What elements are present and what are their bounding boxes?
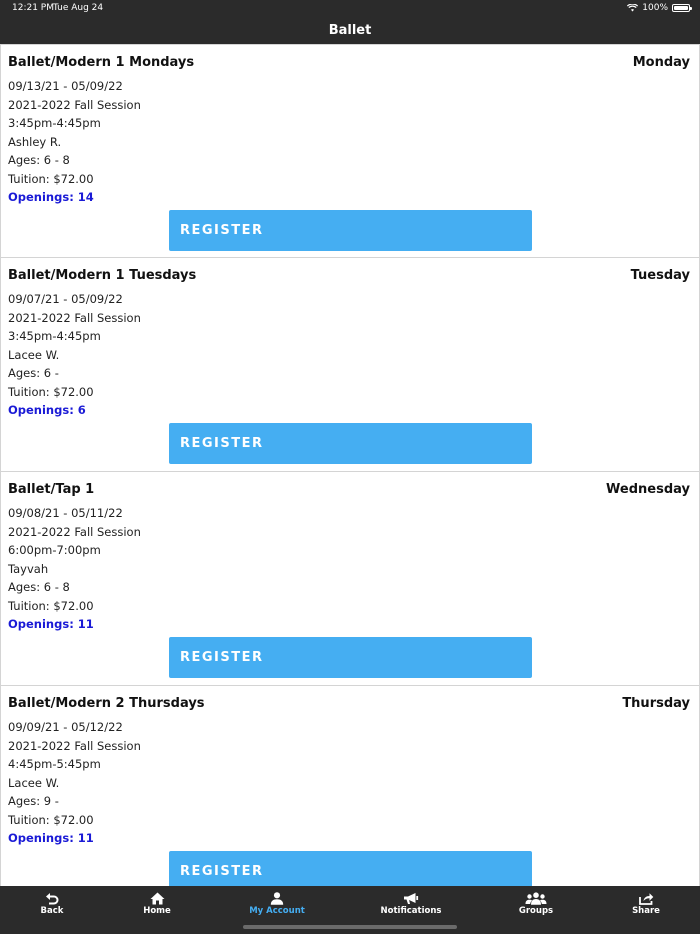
home-icon [150,892,165,905]
class-list[interactable] [0,44,700,886]
class-ages: Ages: 6 - 8 [8,153,70,167]
class-details [8,504,141,634]
class-session: 2021-2022 Fall Session [8,738,141,753]
class-details [8,718,141,848]
battery-icon [672,4,690,12]
class-tuition: Tuition: $72.00 [8,384,94,399]
class-tuition: Tuition: $72.00 [8,812,94,827]
user-icon [270,892,284,905]
class-session: 2021-2022 Fall Session [8,97,141,112]
class-card [0,258,700,472]
status-time: 12:21 PM [12,3,54,13]
class-day: Thursday [622,696,690,711]
megaphone-icon [403,892,419,905]
tab-label: Groups [518,906,554,916]
class-time: 3:45pm-4:45pm [8,116,101,130]
share-icon [639,892,654,905]
class-card [0,472,700,686]
home-indicator [243,925,457,929]
tab-label: Home [143,906,171,916]
class-title: Ballet/Tap 1 [8,482,95,497]
class-day: Wednesday [606,482,690,497]
status-date: Tue Aug 24 [53,3,104,13]
class-instructor: Lacee W. [8,775,60,790]
class-time: 3:45pm-4:45pm [8,329,101,343]
class-ages: Ages: 6 - 8 [8,580,70,594]
tab-label: My Account [249,906,305,916]
tab-bar [0,886,700,934]
class-tuition: Tuition: $72.00 [8,598,94,613]
back-arrow-icon [45,892,59,905]
class-day: Tuesday [630,268,690,283]
class-openings: Openings: 14 [8,190,94,204]
class-title: Ballet/Modern 2 Thursdays [8,696,205,711]
class-openings: Openings: 11 [8,831,94,845]
battery-percent: 100% [642,3,668,13]
tab-notifications[interactable] [361,892,461,916]
class-title: Ballet/Modern 1 Tuesdays [8,268,197,283]
class-instructor: Ashley R. [8,134,62,149]
class-title: Ballet/Modern 1 Mondays [8,55,195,70]
tab-groups[interactable] [486,892,586,916]
class-dates: 09/08/21 - 05/11/22 [8,506,123,520]
class-instructor: Tayvah [8,561,49,576]
page-title: Ballet [328,23,372,38]
class-openings: Openings: 6 [8,403,86,417]
status-right [627,3,690,13]
class-dates: 09/13/21 - 05/09/22 [8,79,123,93]
groups-icon [525,892,547,905]
class-day: Monday [632,55,690,70]
tab-share[interactable] [596,892,696,916]
register-button[interactable]: REGISTER [169,210,532,251]
class-ages: Ages: 6 - [8,366,59,380]
tab-label: Back [40,906,64,916]
register-button[interactable]: REGISTER [169,851,532,886]
class-card [0,686,700,886]
tab-label: Share [632,906,660,916]
tab-label: Notifications [380,906,442,916]
class-details [8,77,141,207]
class-instructor: Lacee W. [8,347,60,362]
class-time: 4:45pm-5:45pm [8,757,101,771]
class-details [8,290,141,420]
tab-home[interactable] [107,892,207,916]
register-button[interactable]: REGISTER [169,423,532,464]
nav-bar [0,18,700,44]
tab-back[interactable] [2,892,102,916]
register-button[interactable]: REGISTER [169,637,532,678]
class-dates: 09/07/21 - 05/09/22 [8,292,123,306]
class-ages: Ages: 9 - [8,794,59,808]
class-session: 2021-2022 Fall Session [8,524,141,539]
status-bar [0,0,700,18]
class-session: 2021-2022 Fall Session [8,310,141,325]
class-card [0,44,700,258]
class-time: 6:00pm-7:00pm [8,543,101,557]
class-tuition: Tuition: $72.00 [8,171,94,186]
class-openings: Openings: 11 [8,617,94,631]
wifi-icon [627,4,638,12]
tab-my-account[interactable] [227,892,327,916]
class-dates: 09/09/21 - 05/12/22 [8,720,123,734]
